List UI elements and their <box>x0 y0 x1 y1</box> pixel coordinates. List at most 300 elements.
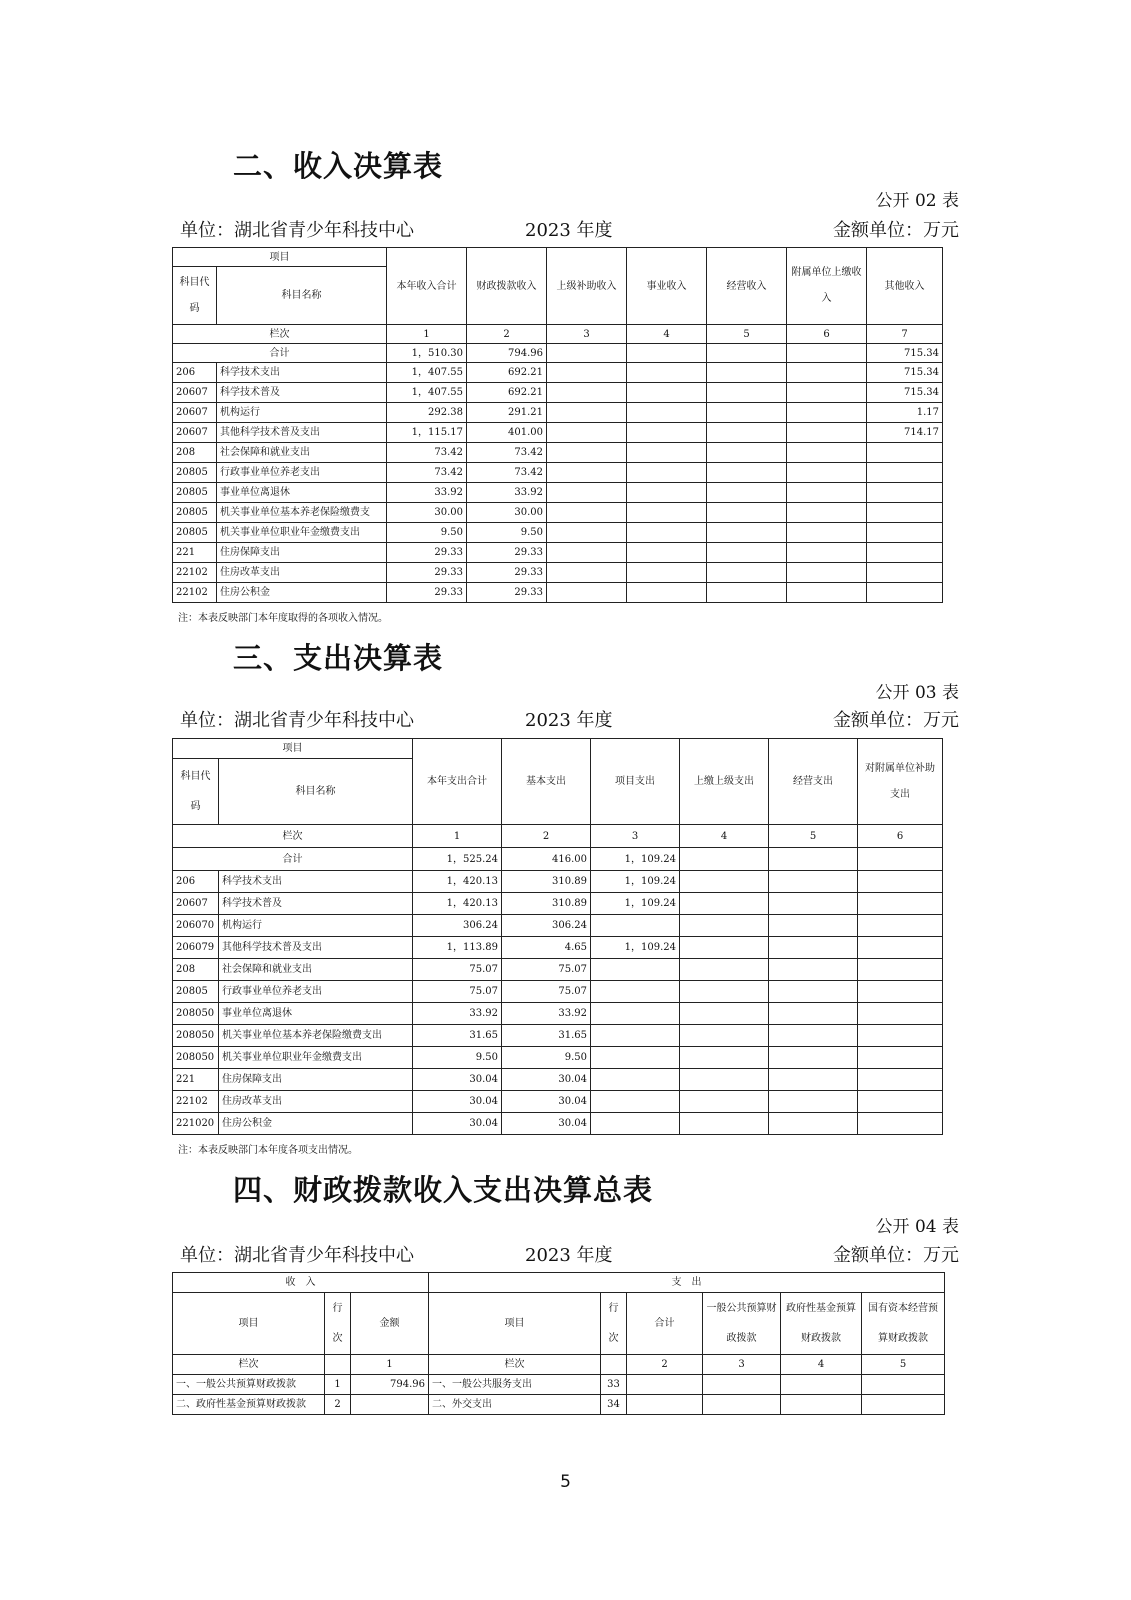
row-code: 221 <box>173 543 217 563</box>
row-value: 29.33 <box>467 543 547 563</box>
row-no: 4 <box>627 325 707 344</box>
row-value: 1，115.17 <box>387 423 467 443</box>
table-row <box>173 443 943 463</box>
row-value: 1，407.55 <box>387 363 467 383</box>
row-value <box>787 563 867 583</box>
row-value: 1，113.89 <box>413 937 502 959</box>
left-item-label: 项目 <box>173 1293 325 1355</box>
col-capital: 国有资本经营预算财政拨款 <box>862 1293 945 1355</box>
col-general: 一般公共预算财政拨款 <box>703 1293 781 1355</box>
table-row <box>173 1395 945 1415</box>
row-value <box>787 583 867 603</box>
money-unit-label: 金额单位：万元 <box>833 1245 959 1266</box>
row-value: 30.00 <box>387 503 467 523</box>
row-no-label: 栏次 <box>173 825 413 848</box>
row-value <box>867 583 943 603</box>
row-value <box>787 443 867 463</box>
row-code: 206 <box>173 363 217 383</box>
money-unit-label: 金额单位：万元 <box>833 220 959 241</box>
row-no: 3 <box>703 1355 781 1375</box>
row-value: 33.92 <box>467 483 547 503</box>
row-no: 5 <box>769 825 858 848</box>
row-value <box>547 523 627 543</box>
row-name: 住房公积金 <box>217 583 387 603</box>
total-cell <box>858 848 943 871</box>
left-line: 1 <box>325 1375 351 1395</box>
row-value: 75.07 <box>502 959 591 981</box>
row-value: 73.42 <box>387 463 467 483</box>
code-header: 科目代码 <box>173 267 217 325</box>
row-value <box>591 1113 680 1135</box>
row-value <box>627 403 707 423</box>
table-row <box>173 937 943 959</box>
row-value: 310.89 <box>502 893 591 915</box>
row-name: 住房保障支出 <box>217 543 387 563</box>
row-no: 4 <box>680 825 769 848</box>
row-value: 30.04 <box>502 1113 591 1135</box>
expense-header: 支 出 <box>429 1273 945 1293</box>
row-value: 30.04 <box>502 1091 591 1113</box>
row-value: 291.21 <box>467 403 547 423</box>
row-value: 1，109.24 <box>591 937 680 959</box>
total-cell <box>627 344 707 363</box>
expense-table-id: 公开 03 表 <box>875 683 959 703</box>
row-name: 社会保障和就业支出 <box>217 443 387 463</box>
col-header: 财政拨款收入 <box>467 248 547 325</box>
table-row <box>173 563 943 583</box>
total-cell: 1，510.30 <box>387 344 467 363</box>
row-value: 33.92 <box>387 483 467 503</box>
row-value <box>547 503 627 523</box>
row-value <box>769 915 858 937</box>
row-value <box>707 483 787 503</box>
row-name: 其他科学技术普及支出 <box>219 937 413 959</box>
row-value: 4.65 <box>502 937 591 959</box>
row-no: 6 <box>787 325 867 344</box>
col-header: 上缴上级支出 <box>680 739 769 825</box>
income-table-id: 公开 02 表 <box>875 191 959 211</box>
row-value <box>547 563 627 583</box>
row-value <box>787 403 867 423</box>
row-name: 行政事业单位养老支出 <box>217 463 387 483</box>
row-code: 208050 <box>173 1047 219 1069</box>
empty-cell <box>601 1355 627 1375</box>
row-code: 20805 <box>173 523 217 543</box>
row-code: 22102 <box>173 563 217 583</box>
col-header: 上级补助收入 <box>547 248 627 325</box>
row-value <box>591 959 680 981</box>
row-value <box>627 363 707 383</box>
table-row <box>173 543 943 563</box>
row-value <box>627 443 707 463</box>
row-value <box>707 463 787 483</box>
col-header: 其他收入 <box>867 248 943 325</box>
row-value <box>858 915 943 937</box>
amount-label: 金额 <box>351 1293 429 1355</box>
row-name: 机关事业单位职业年金缴费支出 <box>219 1047 413 1069</box>
expense-title: 三、支出决算表 <box>233 641 444 675</box>
row-code: 206079 <box>173 937 219 959</box>
row-value <box>769 981 858 1003</box>
row-value <box>867 483 943 503</box>
row-value <box>627 523 707 543</box>
row-value <box>858 1113 943 1135</box>
row-value: 30.00 <box>467 503 547 523</box>
row-no: 3 <box>547 325 627 344</box>
row-value <box>591 1069 680 1091</box>
row-value <box>680 871 769 893</box>
row-value <box>858 1025 943 1047</box>
income-title: 二、收入决算表 <box>233 149 444 183</box>
empty-cell <box>781 1375 862 1395</box>
row-value: 9.50 <box>413 1047 502 1069</box>
left-item: 二、政府性基金预算财政拨款 <box>173 1395 325 1415</box>
row-value <box>707 523 787 543</box>
row-value <box>547 423 627 443</box>
row-value <box>680 1003 769 1025</box>
row-value <box>680 893 769 915</box>
row-code: 206 <box>173 871 219 893</box>
row-value: 292.38 <box>387 403 467 423</box>
right-item-label: 项目 <box>429 1293 601 1355</box>
row-value <box>858 1091 943 1113</box>
row-value <box>867 523 943 543</box>
row-no: 1 <box>413 825 502 848</box>
row-value: 75.07 <box>502 981 591 1003</box>
table-row <box>173 1025 943 1047</box>
expense-unit-line <box>172 708 959 734</box>
col-header: 附属单位上缴收入 <box>787 248 867 325</box>
row-value <box>867 503 943 523</box>
table-row <box>173 463 943 483</box>
total-label: 合计 <box>627 1293 703 1355</box>
row-value <box>787 503 867 523</box>
empty-cell <box>703 1395 781 1415</box>
empty-cell <box>781 1395 862 1415</box>
table-row <box>173 363 943 383</box>
total-cell: 715.34 <box>867 344 943 363</box>
row-value <box>707 423 787 443</box>
total-cell: 416.00 <box>502 848 591 871</box>
row-value: 33.92 <box>413 1003 502 1025</box>
row-value: 1.17 <box>867 403 943 423</box>
row-name: 科学技术支出 <box>217 363 387 383</box>
row-code: 20805 <box>173 483 217 503</box>
total-cell <box>547 344 627 363</box>
row-name: 住房改革支出 <box>217 563 387 583</box>
row-code: 20607 <box>173 423 217 443</box>
row-value: 306.24 <box>413 915 502 937</box>
table-row <box>173 959 943 981</box>
row-value: 1，109.24 <box>591 871 680 893</box>
row-code: 20607 <box>173 893 219 915</box>
row-value <box>547 363 627 383</box>
row-value <box>769 1069 858 1091</box>
row-value <box>707 363 787 383</box>
empty-cell <box>627 1375 703 1395</box>
row-value <box>627 383 707 403</box>
row-no: 4 <box>781 1355 862 1375</box>
row-value <box>858 981 943 1003</box>
row-value: 29.33 <box>387 563 467 583</box>
row-value <box>547 543 627 563</box>
row-code: 221020 <box>173 1113 219 1135</box>
expense-table <box>172 738 943 1135</box>
row-name: 科学技术普及 <box>219 893 413 915</box>
row-name: 行政事业单位养老支出 <box>219 981 413 1003</box>
row-code: 20607 <box>173 383 217 403</box>
row-value: 9.50 <box>387 523 467 543</box>
income-unit-line <box>172 218 959 244</box>
row-value <box>707 383 787 403</box>
col-fund: 政府性基金预算财政拨款 <box>781 1293 862 1355</box>
row-value <box>680 1069 769 1091</box>
row-value <box>627 483 707 503</box>
left-line-label: 行次 <box>325 1293 351 1355</box>
empty-cell <box>862 1395 945 1415</box>
empty-cell <box>325 1355 351 1375</box>
row-value: 715.34 <box>867 363 943 383</box>
row-value: 1，420.13 <box>413 893 502 915</box>
table-row <box>173 1091 943 1113</box>
code-header: 科目代码 <box>173 759 219 825</box>
row-code: 208 <box>173 443 217 463</box>
year-label: 2023 年度 <box>525 1245 613 1266</box>
money-unit-label: 金额单位：万元 <box>833 710 959 731</box>
table-row <box>173 1375 945 1395</box>
row-code: 20607 <box>173 403 217 423</box>
row-value <box>787 463 867 483</box>
row-code: 22102 <box>173 583 217 603</box>
row-name: 科学技术普及 <box>217 383 387 403</box>
row-value <box>867 543 943 563</box>
row-value <box>627 583 707 603</box>
right-item: 二、外交支出 <box>429 1395 601 1415</box>
row-value <box>787 363 867 383</box>
row-name: 机关事业单位基本养老保险缴费支出 <box>219 1025 413 1047</box>
row-value: 9.50 <box>467 523 547 543</box>
row-value <box>680 937 769 959</box>
page-number: 5 <box>560 1472 571 1492</box>
row-name: 住房改革支出 <box>219 1091 413 1113</box>
row-value <box>627 563 707 583</box>
row-no: 6 <box>858 825 943 848</box>
row-value: 73.42 <box>467 463 547 483</box>
right-line-label: 行次 <box>601 1293 627 1355</box>
row-name: 事业单位离退休 <box>217 483 387 503</box>
total-cell <box>787 344 867 363</box>
right-item: 一、一般公共服务支出 <box>429 1375 601 1395</box>
total-cell: 1，525.24 <box>413 848 502 871</box>
row-value <box>707 543 787 563</box>
row-value <box>680 1025 769 1047</box>
table-row <box>173 1113 943 1135</box>
col-header: 对附属单位补助支出 <box>858 739 943 825</box>
table-row <box>173 383 943 403</box>
col-header: 基本支出 <box>502 739 591 825</box>
row-code: 208050 <box>173 1003 219 1025</box>
row-code: 208050 <box>173 1025 219 1047</box>
total-cell <box>707 344 787 363</box>
row-value <box>680 981 769 1003</box>
row-value <box>858 937 943 959</box>
row-value <box>627 503 707 523</box>
row-no: 2 <box>627 1355 703 1375</box>
total-cell <box>680 848 769 871</box>
col-header: 经营支出 <box>769 739 858 825</box>
row-value: 30.04 <box>502 1069 591 1091</box>
row-no: 1 <box>351 1355 429 1375</box>
row-value <box>787 543 867 563</box>
row-value <box>591 1047 680 1069</box>
total-cell <box>769 848 858 871</box>
row-value: 401.00 <box>467 423 547 443</box>
fiscal-table-id: 公开 04 表 <box>875 1217 959 1237</box>
row-value <box>858 1003 943 1025</box>
row-value <box>591 1091 680 1113</box>
table-row <box>173 915 943 937</box>
name-header: 科目名称 <box>219 759 413 825</box>
row-name: 事业单位离退休 <box>219 1003 413 1025</box>
row-value <box>707 583 787 603</box>
table-row <box>173 1003 943 1025</box>
item-header: 项目 <box>173 739 413 759</box>
total-cell: 794.96 <box>467 344 547 363</box>
row-no-label: 栏次 <box>173 1355 325 1375</box>
row-value: 75.07 <box>413 959 502 981</box>
year-label: 2023 年度 <box>525 710 613 731</box>
row-no: 5 <box>707 325 787 344</box>
row-value: 1，407.55 <box>387 383 467 403</box>
table-row <box>173 893 943 915</box>
item-header: 项目 <box>173 248 387 267</box>
col-header: 本年收入合计 <box>387 248 467 325</box>
row-code: 20805 <box>173 503 217 523</box>
row-value: 31.65 <box>502 1025 591 1047</box>
fiscal-table <box>172 1272 945 1415</box>
row-value <box>627 463 707 483</box>
row-value <box>787 423 867 443</box>
row-name: 科学技术支出 <box>219 871 413 893</box>
row-value: 715.34 <box>867 383 943 403</box>
row-value: 31.65 <box>413 1025 502 1047</box>
row-value: 9.50 <box>502 1047 591 1069</box>
table-row <box>173 483 943 503</box>
row-code: 208 <box>173 959 219 981</box>
table-row <box>173 423 943 443</box>
row-code: 20805 <box>173 463 217 483</box>
total-label: 合计 <box>173 344 387 363</box>
row-name: 机关事业单位职业年金缴费支出 <box>217 523 387 543</box>
row-value: 714.17 <box>867 423 943 443</box>
table-row <box>173 503 943 523</box>
row-value <box>680 959 769 981</box>
row-value <box>547 463 627 483</box>
row-value <box>680 1113 769 1135</box>
row-value <box>787 523 867 543</box>
row-value <box>680 1047 769 1069</box>
row-value: 30.04 <box>413 1069 502 1091</box>
row-no: 1 <box>387 325 467 344</box>
row-no: 3 <box>591 825 680 848</box>
row-value: 29.33 <box>467 563 547 583</box>
row-value: 29.33 <box>387 583 467 603</box>
row-value <box>627 423 707 443</box>
row-code: 22102 <box>173 1091 219 1113</box>
row-value: 30.04 <box>413 1113 502 1135</box>
row-value: 73.42 <box>467 443 547 463</box>
table-row <box>173 981 943 1003</box>
table-row <box>173 871 943 893</box>
row-value: 29.33 <box>387 543 467 563</box>
row-value: 1，420.13 <box>413 871 502 893</box>
row-value: 29.33 <box>467 583 547 603</box>
row-name: 住房保障支出 <box>219 1069 413 1091</box>
row-value <box>769 871 858 893</box>
left-amount: 794.96 <box>351 1375 429 1395</box>
income-table <box>172 247 943 603</box>
row-value <box>858 959 943 981</box>
row-value <box>769 959 858 981</box>
unit-label: 单位：湖北省青少年科技中心 <box>180 1245 414 1266</box>
left-item: 一、一般公共预算财政拨款 <box>173 1375 325 1395</box>
row-value: 1，109.24 <box>591 893 680 915</box>
total-cell: 1，109.24 <box>591 848 680 871</box>
row-value <box>769 937 858 959</box>
row-value <box>627 543 707 563</box>
row-value: 692.21 <box>467 383 547 403</box>
row-value <box>707 503 787 523</box>
row-value <box>547 483 627 503</box>
row-value <box>591 915 680 937</box>
row-name: 机构运行 <box>219 915 413 937</box>
col-header: 项目支出 <box>591 739 680 825</box>
row-value: 33.92 <box>502 1003 591 1025</box>
empty-cell <box>703 1375 781 1395</box>
row-value <box>769 1003 858 1025</box>
income-header: 收 入 <box>173 1273 429 1293</box>
row-value <box>858 1047 943 1069</box>
row-value: 73.42 <box>387 443 467 463</box>
row-value: 75.07 <box>413 981 502 1003</box>
total-label: 合计 <box>173 848 413 871</box>
row-value <box>547 443 627 463</box>
fiscal-unit-line <box>172 1243 959 1269</box>
col-header: 经营收入 <box>707 248 787 325</box>
right-line: 34 <box>601 1395 627 1415</box>
row-value <box>787 483 867 503</box>
row-no: 5 <box>862 1355 945 1375</box>
unit-label: 单位：湖北省青少年科技中心 <box>180 220 414 241</box>
unit-label: 单位：湖北省青少年科技中心 <box>180 710 414 731</box>
row-no-label: 栏次 <box>429 1355 601 1375</box>
row-value <box>591 981 680 1003</box>
row-name: 机关事业单位基本养老保险缴费支 <box>217 503 387 523</box>
row-no: 2 <box>502 825 591 848</box>
row-code: 20805 <box>173 981 219 1003</box>
row-code: 206070 <box>173 915 219 937</box>
row-no: 2 <box>467 325 547 344</box>
row-value <box>769 1113 858 1135</box>
row-value <box>858 1069 943 1091</box>
right-line: 33 <box>601 1375 627 1395</box>
row-value <box>707 403 787 423</box>
row-name: 住房公积金 <box>219 1113 413 1135</box>
row-code: 221 <box>173 1069 219 1091</box>
col-header: 事业收入 <box>627 248 707 325</box>
row-value: 30.04 <box>413 1091 502 1113</box>
row-value <box>787 383 867 403</box>
